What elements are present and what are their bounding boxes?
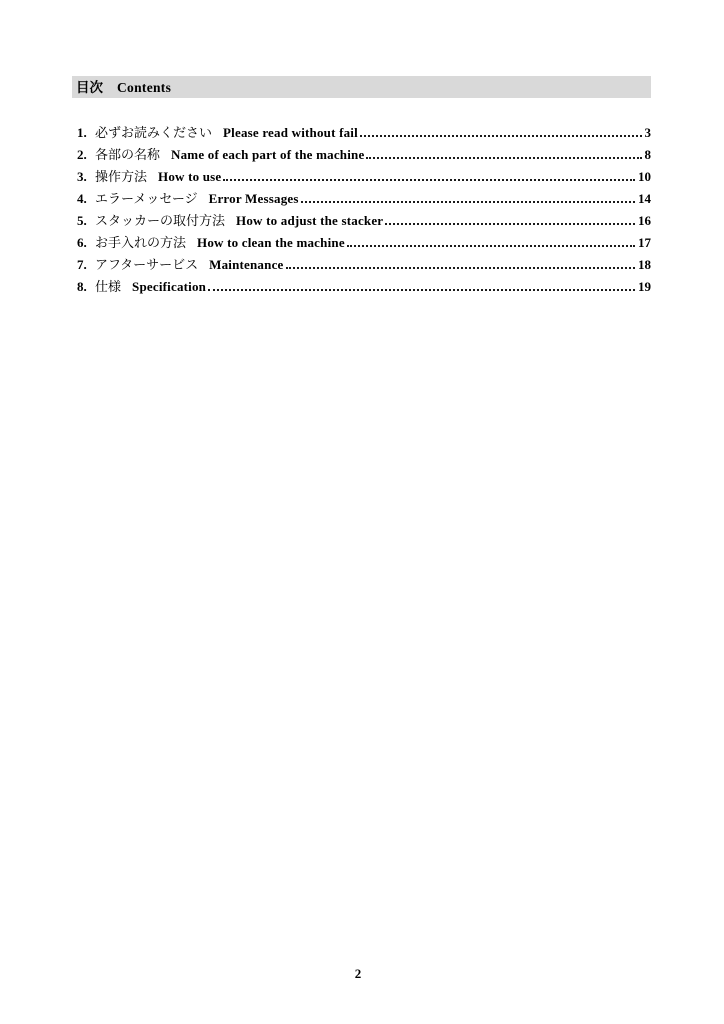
toc-entry-page: 17 (638, 235, 651, 250)
dot-leader (208, 289, 635, 291)
toc-entry-3[interactable] (72, 163, 651, 185)
dot-leader (347, 245, 635, 247)
dot-leader (301, 201, 635, 203)
toc-entry-8[interactable] (72, 273, 651, 295)
page-number-footer: 2 (354, 966, 362, 981)
toc-entry-title-ja: アフターサービス (95, 257, 199, 272)
toc-entry-title (95, 212, 383, 229)
toc-entry-page: 16 (638, 213, 651, 228)
toc-entry-title-en: How to use (158, 169, 222, 184)
toc-entry-title-en: Name of each part of the machine (171, 147, 365, 162)
toc-entry-4[interactable] (72, 185, 651, 207)
toc-entry-title (95, 146, 364, 163)
dot-leader (286, 267, 635, 269)
dot-leader (366, 157, 641, 159)
toc-entry-title-en: How to adjust the stacker (236, 213, 384, 228)
toc-entry-title-en: Please read without fail (223, 125, 358, 140)
toc-entry-1[interactable] (72, 119, 651, 141)
toc-entry-title-ja: エラーメッセージ (95, 191, 198, 206)
toc-entry-title (95, 124, 358, 141)
toc-entry-7[interactable] (72, 251, 651, 273)
contents-heading-en: Contents (117, 80, 172, 95)
page-content (72, 76, 651, 295)
dot-leader (385, 223, 635, 225)
toc-entry-title (95, 168, 221, 185)
toc-entry-title (95, 278, 206, 295)
toc-entry-2[interactable] (72, 141, 651, 163)
toc-entry-page: 14 (638, 191, 651, 206)
toc-entry-title-ja: 操作方法 (95, 169, 148, 184)
table-of-contents (72, 119, 651, 295)
toc-entry-number: 8. (77, 279, 87, 294)
toc-entry-title-en: Error Messages (208, 191, 299, 206)
toc-entry-title-ja: 各部の名称 (95, 147, 161, 162)
toc-entry-page: 18 (638, 257, 651, 272)
toc-entry-number: 5. (77, 213, 87, 228)
toc-entry-title (95, 234, 345, 251)
contents-heading-ja: 目次 (76, 80, 103, 95)
toc-entry-page: 3 (644, 125, 651, 140)
dot-leader (360, 135, 642, 137)
toc-entry-title (95, 190, 299, 207)
toc-entry-page: 19 (638, 279, 651, 294)
toc-entry-5[interactable] (72, 207, 651, 229)
toc-entry-title-en: Specification (132, 279, 207, 294)
toc-entry-title-en: How to clean the machine (197, 235, 345, 250)
toc-entry-number: 1. (77, 125, 87, 140)
toc-entry-title-ja: スタッカーの取付方法 (95, 213, 226, 228)
toc-entry-number: 2. (77, 147, 87, 162)
toc-entry-title-en: Maintenance (209, 257, 284, 272)
toc-entry-title (95, 256, 284, 273)
toc-entry-number: 4. (77, 191, 87, 206)
toc-entry-title-ja: 必ずお読みください (95, 125, 213, 140)
toc-entry-number: 3. (77, 169, 87, 184)
toc-entry-page: 10 (638, 169, 651, 184)
toc-entry-number: 6. (77, 235, 87, 250)
contents-heading-bar (72, 76, 651, 98)
toc-entry-6[interactable] (72, 229, 651, 251)
toc-entry-title-ja: お手入れの方法 (95, 235, 187, 250)
toc-entry-title-ja: 仕様 (95, 279, 122, 294)
dot-leader (223, 179, 635, 181)
toc-entry-page: 8 (644, 147, 651, 162)
toc-entry-number: 7. (77, 257, 87, 272)
